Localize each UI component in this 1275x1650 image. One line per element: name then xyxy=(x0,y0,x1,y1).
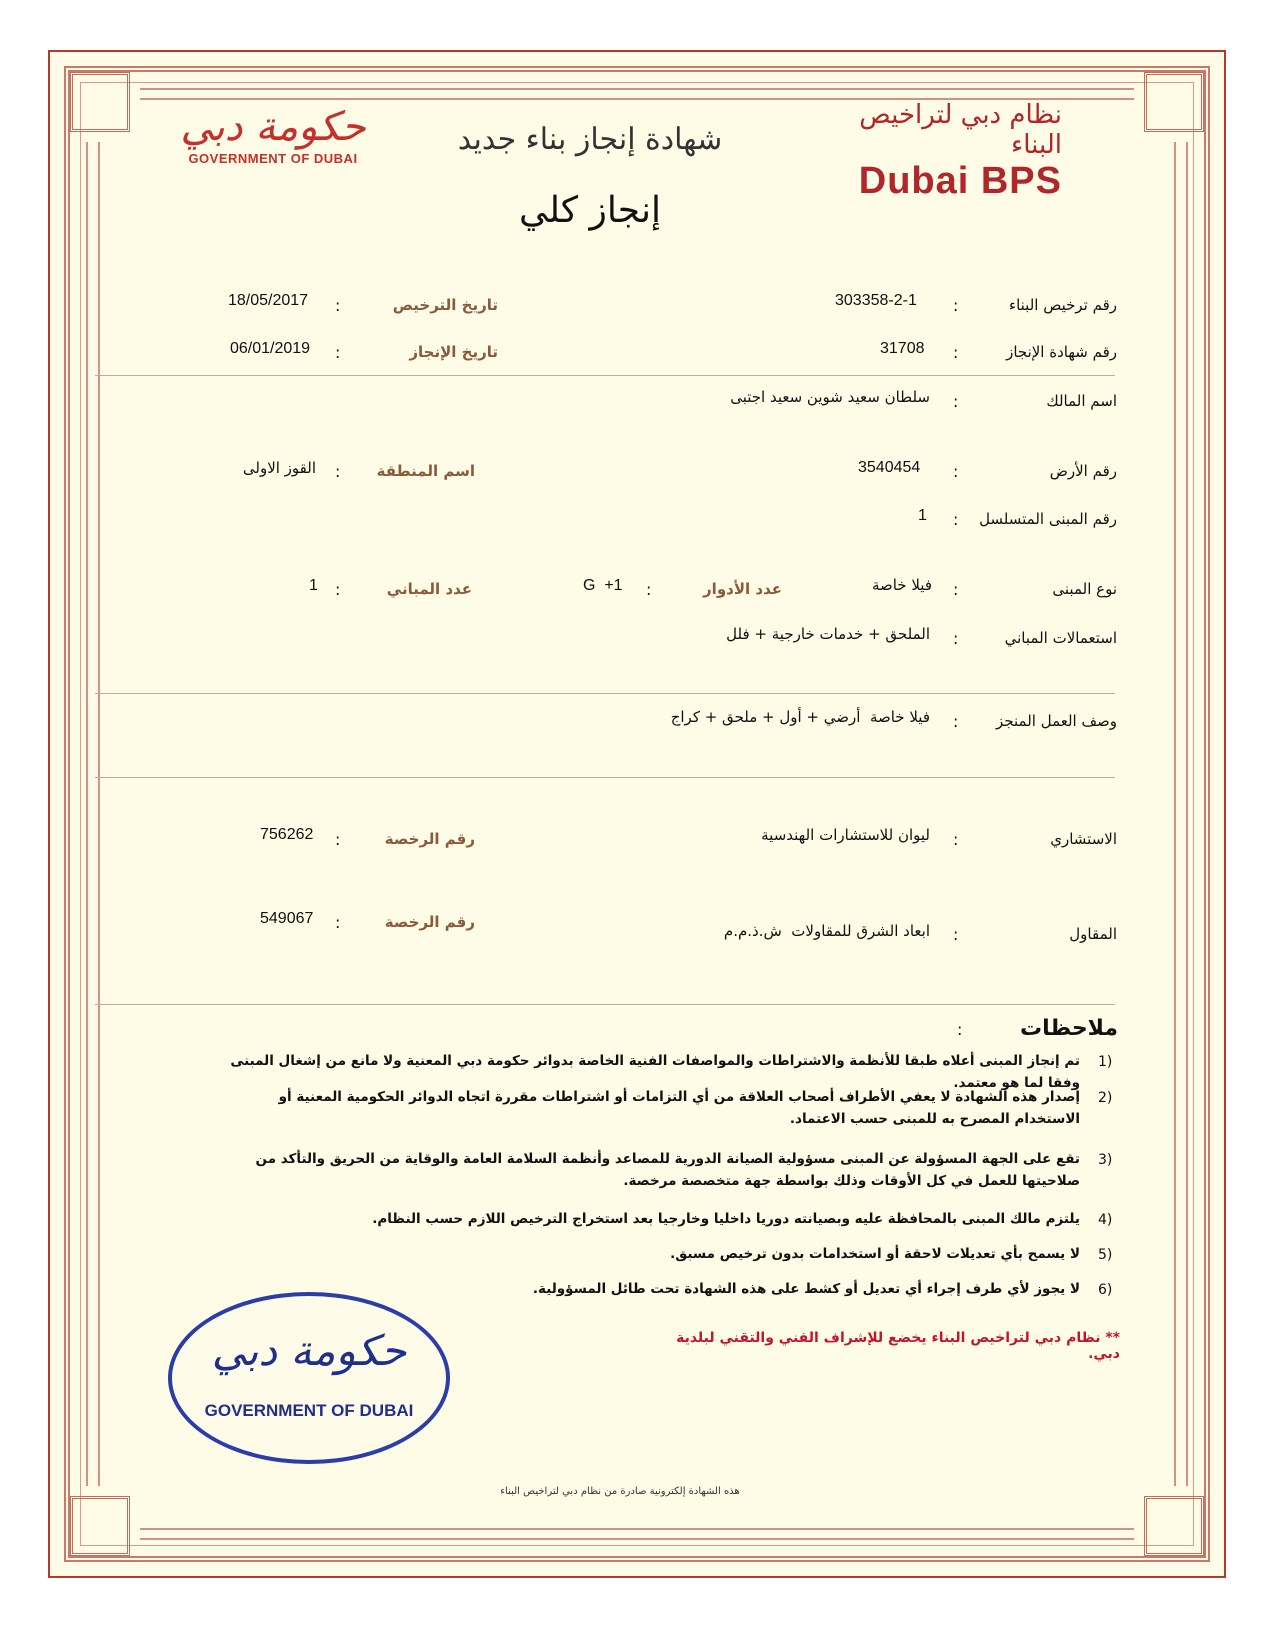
colon: : xyxy=(335,296,341,315)
note-number: 3) xyxy=(1098,1152,1113,1168)
colon: : xyxy=(953,580,959,599)
certificate-title: شهادة إنجاز بناء جديد xyxy=(457,122,723,157)
building-type-label: نوع المبنى xyxy=(1052,580,1117,598)
completion-no-value: 31708 xyxy=(880,340,925,357)
colon: : xyxy=(953,462,959,481)
owner-value: سلطان سعيد شوين سعيد اجتبى xyxy=(730,388,930,406)
permit-date-value: 18/05/2017 xyxy=(228,292,309,309)
note-number: 4) xyxy=(1098,1212,1113,1228)
colon: : xyxy=(953,296,959,315)
buildings-count-value: 1 xyxy=(309,577,318,594)
stamp-calligraphy: حكومة دبي xyxy=(211,1326,407,1375)
land-no-value: 3540454 xyxy=(858,459,921,476)
note-item: لا يجوز لأي طرف إجراء أي تعديل أو كشط على هذه الشهادة تحت طائل المسؤولية. xyxy=(532,1281,1080,1297)
note-number: 2) xyxy=(1098,1090,1113,1106)
note-item: يلتزم مالك المبنى بالمحافظة عليه وبصيانته دوريا داخليا وخارجيا بعد استخراج الترخيص اللازم حسب النظام. xyxy=(372,1211,1080,1227)
contractor-value: ابعاد الشرق للمقاولات ش.ذ.م.م xyxy=(723,922,930,940)
colon: : xyxy=(953,712,959,731)
owner-label: اسم المالك xyxy=(1046,392,1117,410)
border-pattern xyxy=(1174,142,1188,1486)
colon: : xyxy=(953,925,959,944)
uses-label: استعمالات المباني xyxy=(1004,629,1117,647)
border-pattern xyxy=(86,142,100,1486)
area-value: القوز الاولى xyxy=(242,459,316,477)
floors-label: عدد الأدوار xyxy=(703,580,782,598)
contractor-license-value: 549067 xyxy=(260,910,314,927)
colon: : xyxy=(335,913,341,932)
colon: : xyxy=(335,580,341,599)
border-pattern xyxy=(140,88,1134,100)
note-number: 6) xyxy=(1098,1282,1113,1298)
colon: : xyxy=(953,629,959,648)
building-serial-value: 1 xyxy=(918,507,927,524)
work-desc-label: وصف العمل المنجز xyxy=(996,712,1117,730)
government-of-dubai-logo xyxy=(178,103,368,183)
consultant-license-label: رقم الرخصة xyxy=(384,830,475,848)
certificate-subtitle: إنجاز كلي xyxy=(518,190,662,231)
notes-title: ملاحظات xyxy=(1020,1016,1118,1041)
permit-no-value: 303358-2-1 xyxy=(835,292,917,309)
note-item: تم إنجاز المبنى أعلاه طبقا للأنظمة والاشتراطات والمواصفات الفنية الخاصة بدوائر حكومة دبي المعنية ولا مانع من إشغال المبنى وفقا لما هو معتمد. xyxy=(230,1053,1080,1091)
building-serial-label: رقم المبنى المتسلسل xyxy=(979,510,1117,528)
divider xyxy=(95,1004,1115,1005)
permit-date-label: تاريخ الترخيص xyxy=(392,296,498,314)
divider xyxy=(95,375,1115,376)
corner-ornament xyxy=(1144,72,1204,132)
uses-value: الملحق + خدمات خارجية + فلل xyxy=(726,625,930,643)
floors-value: G +1 xyxy=(583,577,623,594)
colon: : xyxy=(335,830,341,849)
colon: : xyxy=(335,462,341,481)
note-number: 1) xyxy=(1098,1054,1113,1070)
building-type-value: فيلا خاصة xyxy=(871,576,932,594)
land-no-label: رقم الأرض xyxy=(1049,462,1117,480)
colon: : xyxy=(953,830,959,849)
border-pattern xyxy=(140,1528,1134,1540)
completion-no-label: رقم شهادة الإنجاز xyxy=(1006,343,1117,361)
consultant-license-value: 756262 xyxy=(260,826,314,843)
colon: : xyxy=(335,343,341,362)
completion-date-value: 06/01/2019 xyxy=(230,340,311,357)
consultant-label: الاستشاري xyxy=(1050,830,1117,848)
footer-note: هذه الشهادة إلكترونية صادرة من نظام دبي لتراخيص البناء xyxy=(500,1486,740,1497)
note-item: تقع على الجهة المسؤولة عن المبنى مسؤولية الصيانة الدورية للمصاعد وأنظمة السلامة العامة والوقاية من الحريق والتأكد من صلاحيتها للعمل في كل الأوقات وذلك بواسطة جهة متخصصة مرخصة. xyxy=(255,1151,1080,1189)
consultant-value: ليوان للاستشارات الهندسية xyxy=(761,826,930,844)
buildings-count-label: عدد المباني xyxy=(386,580,472,598)
gov-logo-text: GOVERNMENT OF DUBAI xyxy=(188,151,358,166)
colon: : xyxy=(953,343,959,362)
area-label: اسم المنطقة xyxy=(376,462,475,480)
gov-logo-calligraphy: حكومة دبي xyxy=(180,104,366,150)
divider xyxy=(95,777,1115,778)
note-item: إصدار هذه الشهادة لا يعفي الأطراف أصحاب العلاقة من أي التزامات أو اشتراطات مقررة اتجاه الدوائر الحكومية المعنية أو الاستخدام المصرح به للمبنى حسب الاعتماد. xyxy=(278,1089,1080,1127)
bps-logo-english: Dubai BPS xyxy=(858,160,1062,202)
colon: : xyxy=(953,510,959,529)
note-item: لا يسمح بأي تعديلات لاحقة أو استخدامات بدون ترخيص مسبق. xyxy=(670,1246,1080,1262)
corner-ornament xyxy=(70,1496,130,1556)
completion-date-label: تاريخ الإنجاز xyxy=(409,343,498,361)
colon: : xyxy=(957,1020,963,1039)
bps-logo-arabic: نظام دبي لتراخيص البناء xyxy=(859,100,1062,160)
contractor-license-label: رقم الرخصة xyxy=(384,913,475,931)
work-desc-value: فيلا خاصة أرضي + أول + ملحق + كراج xyxy=(670,708,930,726)
permit-no-label: رقم ترخيص البناء xyxy=(1009,296,1117,314)
colon: : xyxy=(646,580,652,599)
divider xyxy=(95,693,1115,694)
supervision-note: ** نظام دبي لتراخيص البناء يخضع للإشراف الفني والتقني لبلدية دبي. xyxy=(676,1330,1120,1362)
colon: : xyxy=(953,392,959,411)
government-stamp xyxy=(168,1292,450,1464)
corner-ornament xyxy=(70,72,130,132)
corner-ornament xyxy=(1144,1496,1204,1556)
dubai-bps-logo xyxy=(822,100,1062,202)
note-number: 5) xyxy=(1098,1247,1113,1263)
contractor-label: المقاول xyxy=(1069,925,1117,943)
stamp-text: GOVERNMENT OF DUBAI xyxy=(204,1401,414,1420)
